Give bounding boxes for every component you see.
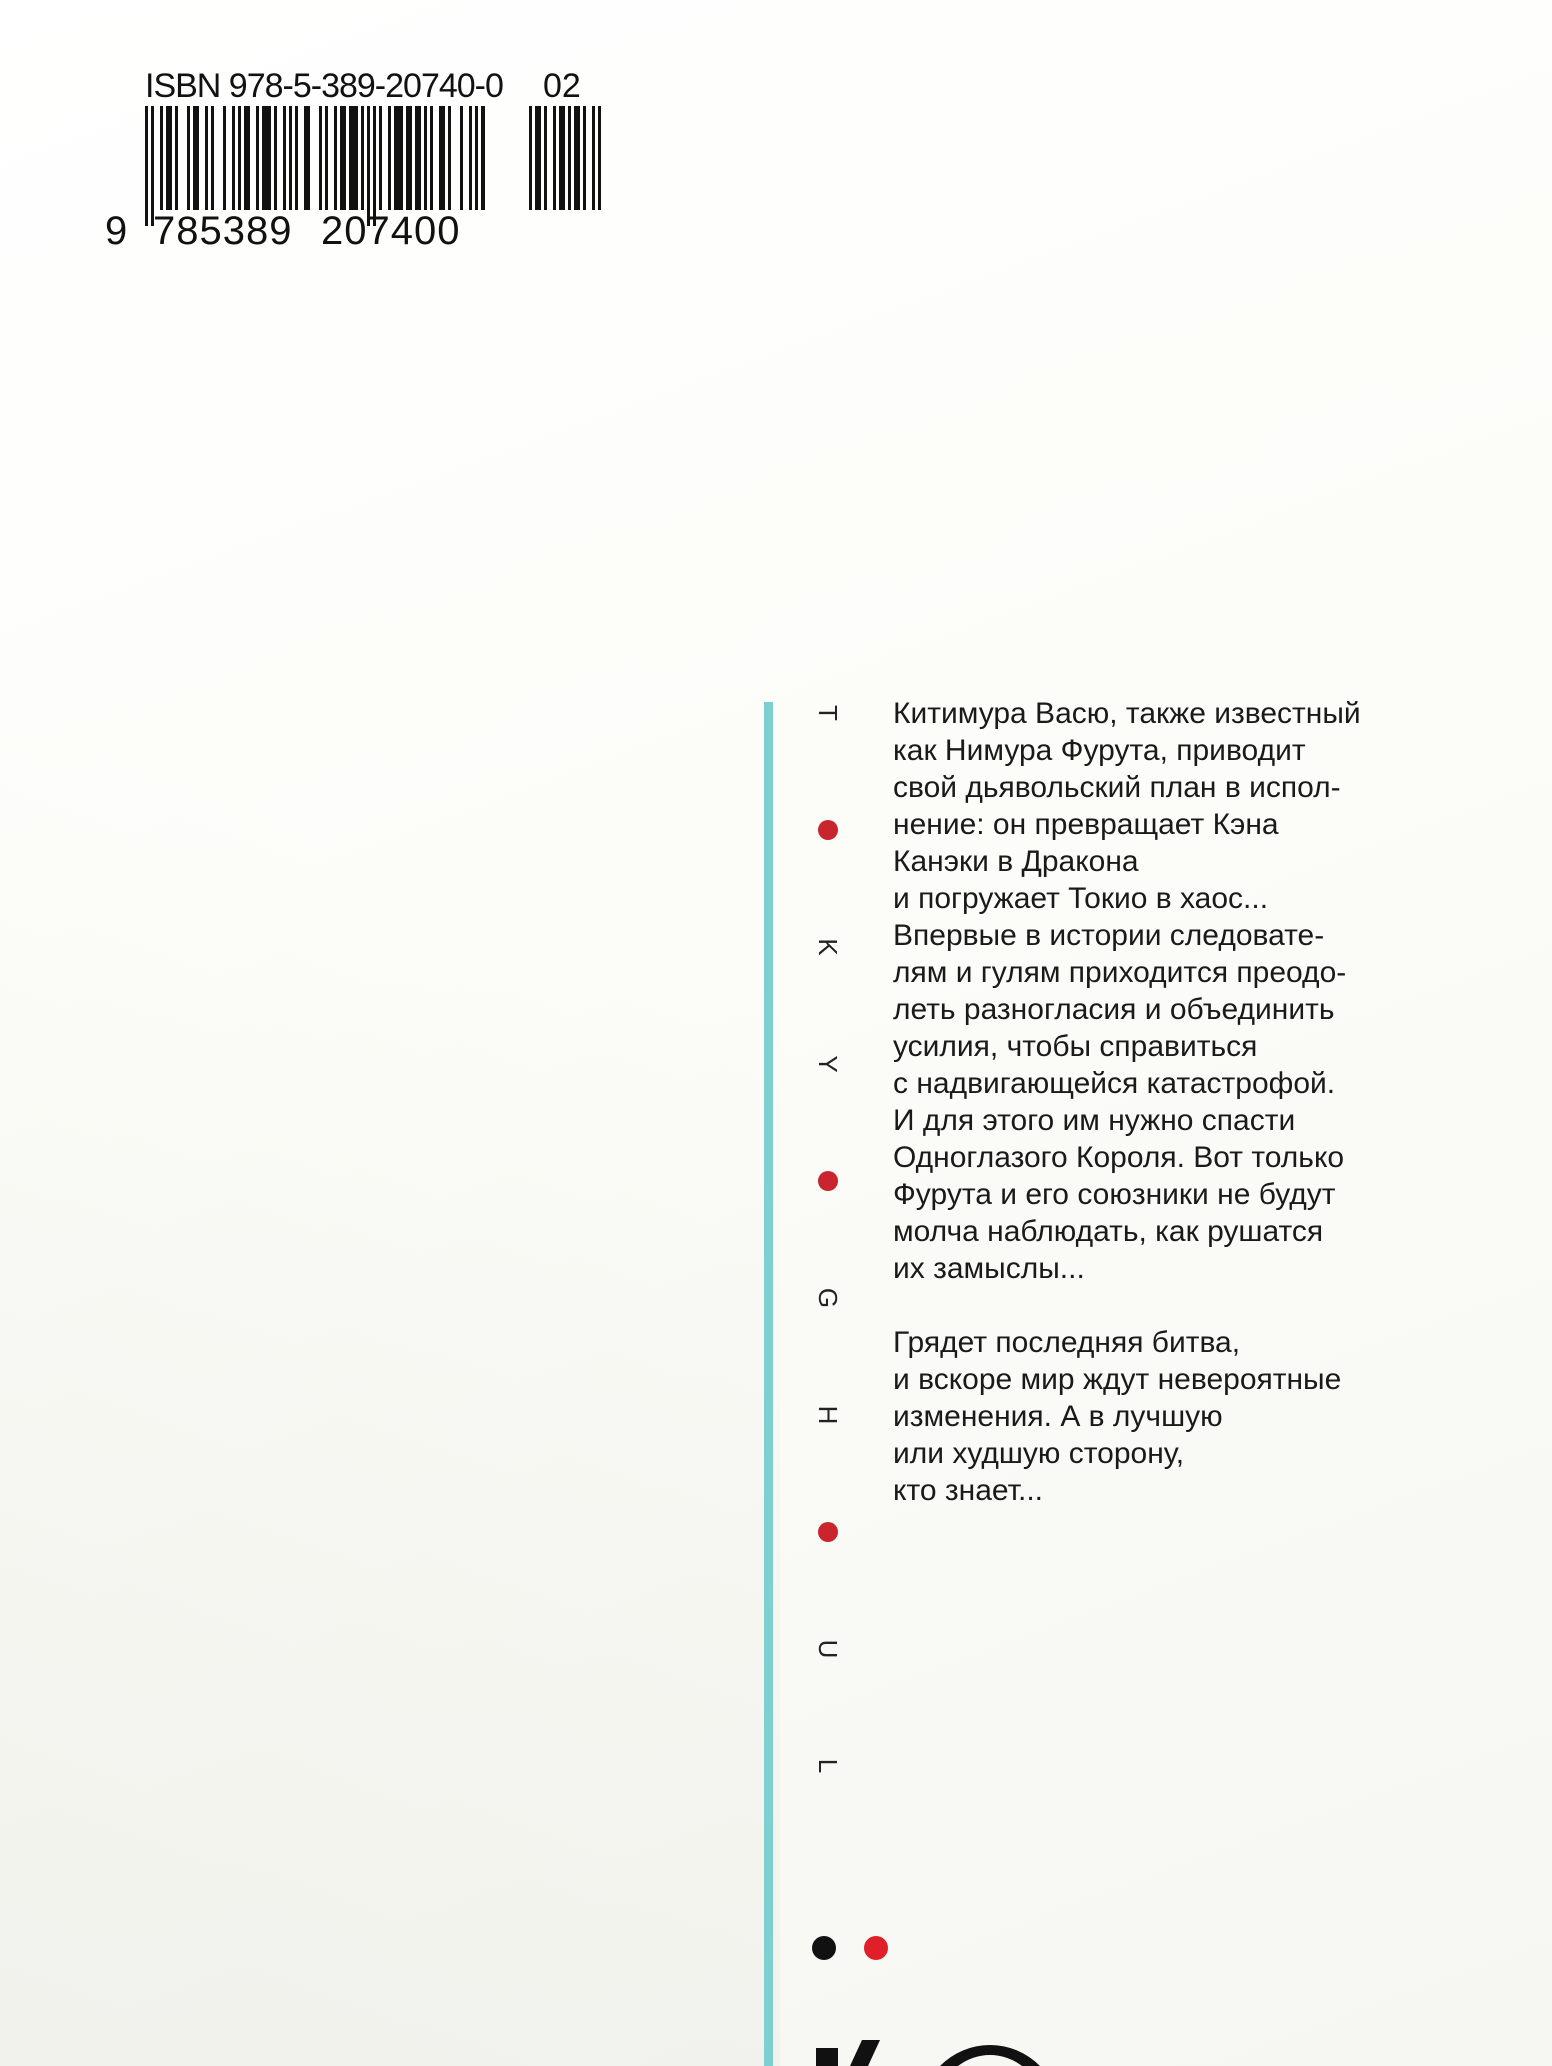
title-letter-t: T — [813, 705, 843, 721]
isbn-barcode — [105, 67, 625, 253]
book-description — [893, 695, 1453, 1509]
barcode-main-bars — [145, 106, 485, 226]
title-dot — [818, 1171, 838, 1191]
title-letter-l: L — [813, 1758, 843, 1774]
title-letter-h: H — [813, 1405, 843, 1425]
black-dot — [812, 1936, 836, 1960]
red-dot — [864, 1936, 888, 1960]
teal-vertical-rule — [764, 702, 773, 2066]
barcode-digit-group-2: 207400 — [321, 209, 461, 253]
background-shading — [0, 420, 780, 2066]
title-dot — [818, 820, 838, 840]
description-paragraph-2: Грядет последняя битва, и вскоре мир ждут невероятные изменения. А в лучшую или худшую сторону, кто знает... — [893, 1326, 1342, 1507]
barcode-digit-group-1: 785389 — [153, 209, 293, 253]
title-dot — [818, 1522, 838, 1542]
barcode-addon-bars — [529, 106, 605, 226]
title-letter-g: G — [813, 1287, 843, 1309]
barcode-addon-label: 02 — [543, 67, 581, 105]
description-paragraph-1: Китимура Васю, также известный как Нимура Фурута, приводит свой дьявольский план в испол- нение: он превращает Кэна Канэки в Дракона и погружает Токио в хаос... Впервые в истории следовате- лям и гулям приходится преодо- леть разногласия и объединить усилия, чтобы справиться с надвигающейся катастрофой. И для этого им нужно спасти Одноглазого Короля. Вот только Фурута и его союзники не будут молча наблюдать, как рушатся их замыслы... — [893, 697, 1361, 1285]
barcode-lead-digit: 9 — [105, 209, 128, 253]
title-letter-u: U — [813, 1639, 843, 1659]
logo-fragment — [810, 2036, 1070, 2066]
title-letter-y: Y — [813, 1055, 843, 1073]
vertical-title-letters — [808, 0, 848, 2066]
title-letter-k: K — [813, 938, 843, 956]
isbn-label: ISBN 978-5-389-20740-0 — [145, 67, 503, 105]
